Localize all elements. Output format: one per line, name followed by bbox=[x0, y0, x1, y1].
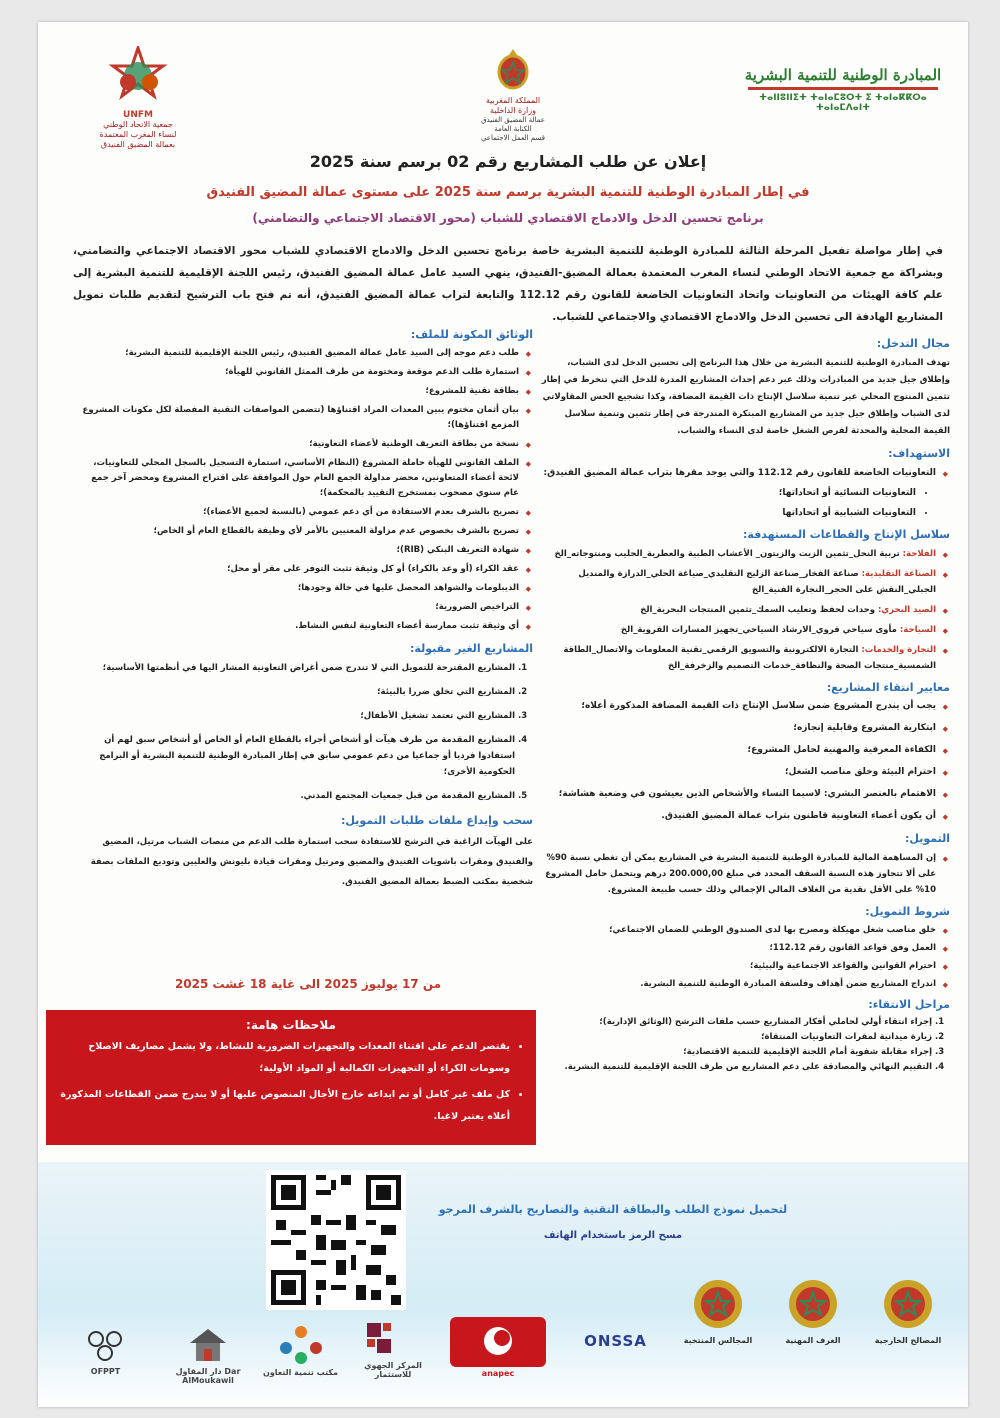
excluded-item: 4. المشاريع المقدمة من طرف هيآت أو أشخاص أجراء بالقطاع العام أو الخاص أو أشخاص سبق لهم أن استفادوا فرديا أو جماعيا من دعم عمومي سابق في إطار المبادرة الوطنية للتنمية البشرية أو البرامج الحكومية الأخرى؛ bbox=[78, 732, 515, 780]
emblem-councils bbox=[678, 1272, 758, 1345]
center-line-1: المملكة المغربية bbox=[485, 96, 541, 105]
excluded-item: 2. المشاريع التي تخلق ضررا بالبيئة؛ bbox=[78, 684, 515, 700]
unfm-logo bbox=[78, 46, 198, 150]
partner-cri bbox=[348, 1319, 438, 1379]
left-column bbox=[78, 320, 533, 892]
partner-name: anapec bbox=[481, 1369, 515, 1378]
doc-item: ◆ تصريح بالشرف بعدم الاستفادة من أي دعم عمومي (بالنسبة لجميع الأعضاء)؛ bbox=[78, 505, 519, 520]
house-logo-icon bbox=[186, 1325, 230, 1365]
sector-label: الصيد البحري: bbox=[878, 605, 936, 615]
important-notes-box bbox=[46, 1010, 536, 1145]
condition-item: ◆ العمل وفق قواعد القانون رقم 112.12؛ bbox=[540, 941, 936, 955]
qr-text-line-2: مسح الرمز باستخدام الهاتف bbox=[543, 1230, 683, 1241]
intervention-heading: مجال التدخل: bbox=[876, 337, 950, 350]
sector-label: التجارة والخدمات: bbox=[861, 645, 936, 655]
sector-label: الفلاحة: bbox=[902, 549, 936, 559]
criteria-item: ◆ أن يكون أعضاء التعاونية قاطنون بتراب عمالة المضيق الفنيدق. bbox=[540, 809, 936, 824]
excluded-item: 1. المشاريع المقترحة للتمويل التي لا تندرج ضمن أغراض التعاونية المشار اليها في أنظمتها الأساسية؛ bbox=[78, 660, 515, 676]
excluded-item: 5. المشاريع المقدمة من قبل جمعيات المجتمع المدني. bbox=[78, 788, 515, 804]
sector-label: السياحة: bbox=[899, 625, 936, 635]
partner-anapec bbox=[448, 1317, 548, 1378]
sector-text: تربية النحل_تثمين الزيت والزيتون_ الأعشاب الطبية والعطرية_الحليب ومنتوجاته_الخ bbox=[554, 549, 900, 559]
doc-item: ◆ طلب دعم موجه إلى السيد عامل عمالة المضيق الفنيدق، رئيس اللجنة الإقليمية للتنمية البشرية؛ bbox=[78, 346, 519, 361]
emblem-label: المجالس المنتخبة bbox=[683, 1336, 753, 1345]
doc-item: ◆ عقد الكراء (أو وعد بالكراء) أو كل وثيقة تثبت التوفر على مقر أو محل؛ bbox=[78, 562, 519, 577]
moroccan-crest-icon bbox=[491, 46, 535, 92]
qr-code-icon bbox=[266, 1170, 406, 1310]
indh-logo bbox=[738, 66, 948, 113]
criteria-item: ◆ الكفاءة المعرفية والمهنية لحامل المشروع؛ bbox=[540, 743, 936, 758]
announcement-page bbox=[38, 22, 968, 1407]
partner-name: مكتب تنمية التعاون bbox=[263, 1368, 338, 1377]
doc-item: ◆ تصريح بالشرف بخصوص عدم مزاولة المعنيين بالأمر لأي وظيفة بالقطاع العام أو الخاص؛ bbox=[78, 524, 519, 539]
doc-item: ◆ التراخيص الضرورية؛ bbox=[78, 600, 519, 615]
doc-item: ◆ الديبلومات والشواهد المحصل عليها في حالة وجودها؛ bbox=[78, 581, 519, 596]
sector-text: وحدات لحفظ وتعليب السمك_تثمين المنتجات البحرية_الخ bbox=[640, 605, 876, 615]
stage-item: 4. التقييم النهائي والمصادقة على دعم المشاريع من طرف اللجنة الإقليمية للتنمية البشرية. bbox=[540, 1061, 932, 1074]
targets-heading: الاستهداف: bbox=[888, 447, 950, 460]
doc-item: ◆ شهادة التعريف البنكي (RIB)؛ bbox=[78, 543, 519, 558]
funding-heading: التمويل: bbox=[904, 832, 950, 845]
indh-tifinagh: ⵜⴰⵏⵏⵓⵏⵏⵉⵜ ⵜⴰⵏⴰⵎⵓⵔⵜ ⵉ ⵜⴰⵏⴰⴽⴽⵔⴰ ⵜⴰⵏⴰⵎⴷⴰⵏⵜ bbox=[759, 93, 927, 113]
institution-emblems bbox=[668, 1272, 948, 1392]
submission-heading: سحب وإيداع ملفات طلبات التمويل: bbox=[340, 814, 533, 827]
ofppt-logo-icon bbox=[84, 1327, 128, 1365]
unfm-emblem-icon bbox=[98, 46, 178, 106]
submission-text: على الهيآت الراغبة في الترشح للاستفادة سحب استمارة طلب الدعم من منصات الشباب مرتيل، المضيق والفنيدق ومقرات باشويات الفنيدق والمضيق ومرتيل ومقرات قيادة بليونش والعليين وتوديع الملفات بصفة شخصية بمكتب الضبط بعمالة المضيق الفنيدق. bbox=[90, 837, 533, 887]
crest-icon bbox=[878, 1272, 938, 1334]
conditions-heading: شروط التمويل: bbox=[865, 905, 950, 918]
doc-item: ◆ أي وثيقة تثبت ممارسة أعضاء التعاونية لنفس النشاط. bbox=[78, 619, 519, 634]
funding-text: ◆ إن المساهمة المالية للمبادرة الوطنية للتنمية البشرية في المشاريع يمكن أن تغطي نسبة 90% على ألا تتجاوز هذه النسبة السقف المحدد في مبلغ 200.000,00 درهم ويتحمل حامل المشروع 10% على الأقل نقدية من الغلاف المالي الإجمالي وذلك حسب طبيعة المشروع. bbox=[540, 850, 936, 898]
doc-item: ◆ بيان أثمان مختوم يبين المعدات المراد اقتناؤها (تتضمن المواصفات التقنية المفصلة لكل مكونات المشروع المزمع اقتناؤها)؛ bbox=[78, 403, 519, 433]
notes-heading: ملاحظات هامة: bbox=[246, 1018, 336, 1032]
targets-main: ◆ التعاونيات الخاضعة للقانون رقم 112.12 والتي يوجد مقرها بتراب عمالة المضيق الفنيدق: bbox=[540, 465, 936, 481]
doc-item: ◆ استمارة طلب الدعم موقعة ومختومة من طرف الممثل القانوني للهيأة؛ bbox=[78, 365, 519, 380]
condition-item: ◆ اندراج المشاريع ضمن أهداف وفلسفة المبادرة الوطنية للتنمية البشرية. bbox=[540, 977, 936, 991]
excluded-heading: المشاريع الغير مقبولة: bbox=[410, 642, 533, 655]
header bbox=[38, 36, 968, 156]
partner-ofppt bbox=[58, 1327, 153, 1376]
center-line-5: قسم العمل الاجتماعي bbox=[480, 134, 546, 142]
sector-item bbox=[540, 622, 936, 638]
unfm-name: UNFM bbox=[123, 110, 153, 120]
center-line-3: عمالة المضيق الفنيدق bbox=[481, 116, 545, 124]
center-line-4: الكتابة العامة bbox=[494, 125, 532, 133]
odco-logo-icon bbox=[276, 1322, 326, 1366]
condition-item: ◆ خلق مناصب شغل مهيكلة ومصرح بها لدى الصندوق الوطني للضمان الاجتماعي؛ bbox=[540, 923, 936, 937]
criteria-item: ◆ احترام البيئة وخلق مناصب الشغل؛ bbox=[540, 765, 936, 780]
doc-item: ◆ الملف القانوني للهيأة حاملة المشروع (النظام الأساسي، استمارة التسجيل بالسجل المحلي للتعاونيات، لائحة أعضاء المتعاونين، محضر مداولة الجمع العام حول الموافقة على اقتراح المشروع ومحضر آخر جمع عام سنوي مصحوب بمستخرج التقييد بالمحكمة)؛ bbox=[78, 456, 519, 501]
qr-code[interactable] bbox=[266, 1170, 406, 1310]
targets-sub-1: • التعاونيات النسائية أو اتحاداتها؛ bbox=[540, 485, 916, 501]
page-title: إعلان عن طلب المشاريع رقم 02 برسم سنة 2025 bbox=[309, 152, 707, 171]
partner-dar-almoukawil bbox=[168, 1325, 248, 1385]
partner-name: المركز الجهوي للاستثمار bbox=[364, 1361, 422, 1379]
sector-label: الصناعة التقليدية: bbox=[861, 569, 936, 579]
sector-item bbox=[540, 566, 936, 598]
stage-item: 3. إجراء مقابلة شفوية أمام اللجنة الإقليمية للتنمية الاقتصادية؛ bbox=[540, 1046, 932, 1059]
sectors-heading: سلاسل الإنتاج والقطاعات المستهدفة: bbox=[743, 528, 950, 541]
cri-logo-icon bbox=[363, 1319, 423, 1359]
sector-item bbox=[540, 546, 936, 562]
stage-item: 1. إجراء انتقاء أولي لحاملي أفكار المشاريع حسب ملفات الترشح (الوثائق الإدارية)؛ bbox=[540, 1016, 932, 1029]
partner-name: OFPPT bbox=[90, 1367, 121, 1376]
deadline-dates: من 17 يوليوز 2025 الى غاية 18 غشت 2025 bbox=[174, 977, 442, 991]
sector-text: صناعة الفخار_صناعة الزليج التقليدي_صياغة الحلي_الدرازة والمنديل الجبلي_النقش على الحجر_النجارة الفنية_الخ bbox=[578, 569, 936, 595]
criteria-item: ◆ ابتكارية المشروع وقابلية إنجازه؛ bbox=[540, 721, 936, 736]
partner-onssa bbox=[568, 1332, 663, 1350]
unfm-caption-3: بعمالة المضيق الفنيدق bbox=[100, 140, 176, 149]
qr-instructions bbox=[438, 1197, 788, 1249]
crest-icon bbox=[688, 1272, 748, 1334]
kingdom-emblem bbox=[463, 46, 563, 143]
partner-logos bbox=[38, 1317, 668, 1397]
docs-heading: الوثائق المكونة للملف: bbox=[410, 328, 533, 341]
emblem-chambers bbox=[773, 1272, 853, 1345]
stages-heading: مراحل الانتقاء: bbox=[868, 998, 950, 1011]
criteria-item: ◆ يجب أن يندرج المشروع ضمن سلاسل الإنتاج ذات القيمة المضافة المذكورة أعلاه؛ bbox=[540, 699, 936, 714]
targets-sub-2: • التعاونيات الشبابية أو اتحاداتها bbox=[540, 505, 916, 521]
partner-name: دار المقاول Dar AlMoukawil bbox=[175, 1367, 241, 1385]
qr-text-line-1: لتحميل نموذج الطلب والبطاقة التقنية والتصاريح بالشرف المرجو bbox=[438, 1203, 788, 1216]
sector-text: مأوى سياحي قروي_الارشاد السياحي_تجهيز المسارات القروية_الخ bbox=[620, 625, 897, 635]
criteria-heading: معايير انتقاء المشاريع: bbox=[826, 681, 950, 694]
stage-item: 2. زيارة ميدانية لمقرات التعاونيات المنتقاة؛ bbox=[540, 1031, 932, 1044]
sector-item bbox=[540, 602, 936, 618]
emblem-label: الغرف المهنية bbox=[785, 1336, 841, 1345]
anapec-logo-icon bbox=[476, 1323, 520, 1359]
unfm-caption-2: لنساء المغرب المعتمدة bbox=[99, 130, 177, 139]
doc-item: ◆ نسخة من بطاقة التعريف الوطنية لأعضاء التعاونية؛ bbox=[78, 437, 519, 452]
note-item: • كل ملف غير كامل أو تم ايداعه خارج الأجال المنصوص عليها أو لا يندرج ضمن القطاعات المذكورة أعلاه يعتبر لاغيا. bbox=[58, 1084, 510, 1128]
intervention-text: تهدف المبادرة الوطنية للتنمية البشرية من خلال هذا البرنامج إلى تحسين الدخل لدى الشباب، وإطلاق جيل جديد من المبادرات وذلك عبر دعم إحداث المشاريع المدرة للدخل التي تنخرط في إطار تثمين المنتوج المحلي عبر تنمية سلاسل الإنتاج ذات القيمة المضافة، وكذا تشجيع الحس المقاولاتي لدى الشباب وإطلاق جيل جديد من المشاريع المبتكرة المندرجة في إطار تثمين وتنمية سلاسل القيمة المحلية والمحدثة لفرص الشغل خاصة لدى النساء والشباب. bbox=[541, 358, 950, 436]
center-line-2: وزارة الداخلية bbox=[490, 106, 536, 115]
doc-item: ◆ بطاقة تقنية للمشروع؛ bbox=[78, 384, 519, 399]
criteria-item: ◆ الاهتمام بالعنصر البشري: لاسيما النساء والأشخاص الذين يعيشون في وضعية هشاشة؛ bbox=[540, 787, 936, 802]
partner-odco bbox=[258, 1322, 343, 1377]
emblem-external-services bbox=[868, 1272, 948, 1345]
unfm-caption-1: جمعية الاتحاد الوطني bbox=[103, 120, 173, 129]
excluded-item: 3. المشاريع التي تعتمد تشغيل الأطفال؛ bbox=[78, 708, 515, 724]
condition-item: ◆ احترام القوانين والقواعد الاجتماعية والبيئية؛ bbox=[540, 959, 936, 973]
intro-paragraph: في إطار مواصلة تفعيل المرحلة الثالثة للمبادرة الوطنية للتنمية البشرية خاصة برنامج تحسين الدخل والادماج الاقتصادي للشباب محور الاقتصاد الاجتماعي والتضامني، وبشراكة مع جمعية الاتحاد الوطني لنساء المغرب المعتمدة بعمالة المضيق-الفنيدق، ينهي السيد عامل عمالة المضيق الفنيدق، رئيس اللجنة الإقليمية للتنمية البشرية إلى علم كافة الهيئات من التعاونيات واتحاد التعاونيات الخاضعة للقانون رقم 112.12 والتابعة لتراب عمالة المضيق الفنيدق، أنه تم فتح باب الترشيح لتقديم طلبات تمويل المشاريع الهادفة الى تحسين الدخل والادماج الاقتصادي والاجتماعي للشباب. bbox=[73, 245, 943, 323]
crest-icon bbox=[783, 1272, 843, 1334]
emblem-label: المصالح الخارجية bbox=[874, 1336, 942, 1345]
subtitle-axis: برنامج تحسين الدخل والادماج الاقتصادي للشباب (محور الاقتصاد الاجتماعي والتضامني) bbox=[252, 211, 764, 225]
note-item: • يقتصر الدعم على اقتناء المعدات والتجهيزات الضرورية للنشاط، ولا يشمل مصاريف الاصلاح وسومات الكراء أو التجهيزات الكمالية أو المواد الأولية؛ bbox=[58, 1036, 510, 1080]
indh-title: المبادرة الوطنية للتنمية البشرية bbox=[744, 66, 942, 84]
subtitle-program: في إطار المبادرة الوطنية للتنمية البشرية برسم سنة 2025 على مستوى عمالة المضيق الفنيدق bbox=[206, 185, 810, 200]
right-column bbox=[540, 330, 950, 1076]
sector-item bbox=[540, 642, 936, 674]
partner-name: ONSSA bbox=[584, 1332, 647, 1350]
sector-text: التجارة الالكترونية والتسويق الرقمي_تقنية المعلومات والاتصال_الطاقة الشمسية_منتجات الصحة والنظافة_خدمات التصميم والزخرفة_الخ bbox=[563, 645, 936, 671]
